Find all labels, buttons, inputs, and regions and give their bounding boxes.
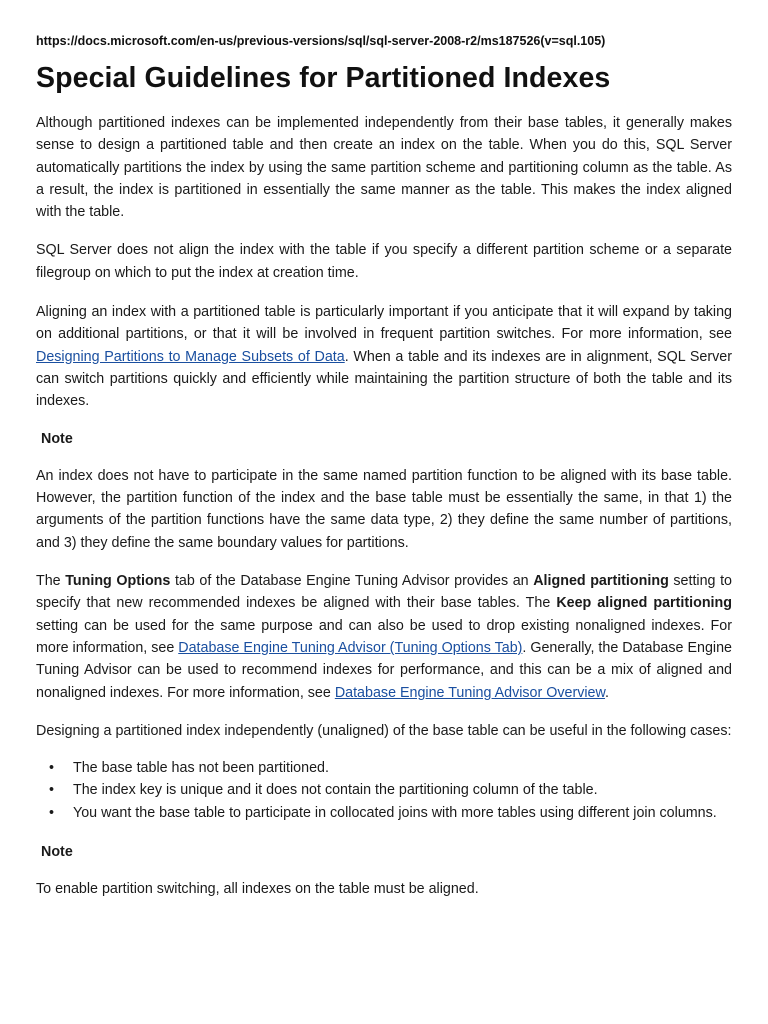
text-segment: . Generally, the Database Engine Tuning Advisor can be used to recommend indexes for performance, and this can be a mix of aligned and nonaligned indexes. For more information, see [36, 639, 732, 701]
list-item-text: The base table has not been partitioned. [73, 760, 329, 777]
link-designing-partitions[interactable]: Designing Partitions to Manage Subsets of Data [36, 348, 345, 365]
list-item-text: The index key is unique and it does not contain the partitioning column of the table. [73, 782, 598, 799]
link-tuning-advisor-overview[interactable]: Database Engine Tuning Advisor Overview [334, 684, 606, 701]
list-item-text: You want the base table to participate in collocated joins with more tables using different join columns. [73, 804, 717, 821]
paragraph-tuning-advisor [36, 570, 732, 704]
source-url: https://docs.microsoft.com/en-us/previous-versions/sql/sql-server-2008-r2/ms187526(v=sql.105) [36, 34, 606, 48]
list-item [49, 802, 732, 824]
bullet-icon: • [49, 804, 55, 821]
note-label: Note [41, 844, 73, 861]
bold-tuning-options: Tuning Options [65, 573, 171, 590]
list-item [49, 757, 732, 779]
paragraph-alignment-importance [36, 301, 732, 412]
text-segment: . When a table and its indexes are in alignment, SQL Server can switch partitions quickly and efficiently while maintaining the partition structure of both the table and its indexes. [36, 348, 732, 410]
page-title: Special Guidelines for Partitioned Indexes [36, 62, 611, 94]
text-segment: tab of the Database Engine Tuning Advisor provides an [170, 573, 534, 590]
document-page [36, 0, 732, 901]
text-segment: Aligning an index with a partitioned table is particularly important if you anticipate that it will expand by taking on additional partitions, or that it will be involved in frequent partition switches. For more information, see [36, 304, 732, 343]
text-segment: . [605, 684, 610, 701]
text-segment: The [36, 573, 66, 590]
cases-list [36, 757, 732, 824]
bullet-icon: • [49, 760, 55, 777]
paragraph-intro: Although partitioned indexes can be implemented independently from their base tables, it generally makes sense to design a partitioned table and then create an index on the table. When you do this, SQL Server automatically partitions the index by using the same partition scheme and partitioning column as the table. As a result, the index is partitioned in essentially the same manner as the table. This makes the index aligned with the table. [36, 115, 732, 221]
text-segment: setting to specify that new recommended indexes be aligned with their base tables. The [36, 573, 732, 612]
bullet-icon: • [49, 782, 55, 799]
paragraph-alignment-exception: SQL Server does not align the index with the table if you specify a different partition scheme or a separate filegroup on which to put the index at creation time. [36, 242, 732, 281]
text-segment: setting can be used for the same purpose and can also be used to drop existing nonaligned indexes. For more information, see [36, 617, 732, 656]
list-item [49, 779, 732, 801]
bold-keep-aligned-partitioning: Keep aligned partitioning [556, 595, 732, 612]
paragraph-partition-function: An index does not have to participate in the same named partition function to be aligned with its base table. However, the partition function of the index and the base table must be essentially the same, in that 1) the arguments of the partition functions have the same data type, 2) they define the same number of partitions, and 3) they define the same boundary values for partitions. [36, 467, 732, 551]
paragraph-unaligned-cases: Designing a partitioned index independently (unaligned) of the base table can be useful in the following cases: [36, 722, 732, 739]
paragraph-partition-switching: To enable partition switching, all indexes on the table must be aligned. [36, 881, 479, 898]
note-label: Note [41, 430, 73, 447]
bold-aligned-partitioning: Aligned partitioning [533, 573, 669, 590]
link-tuning-options-tab[interactable]: Database Engine Tuning Advisor (Tuning Options Tab) [178, 639, 523, 656]
